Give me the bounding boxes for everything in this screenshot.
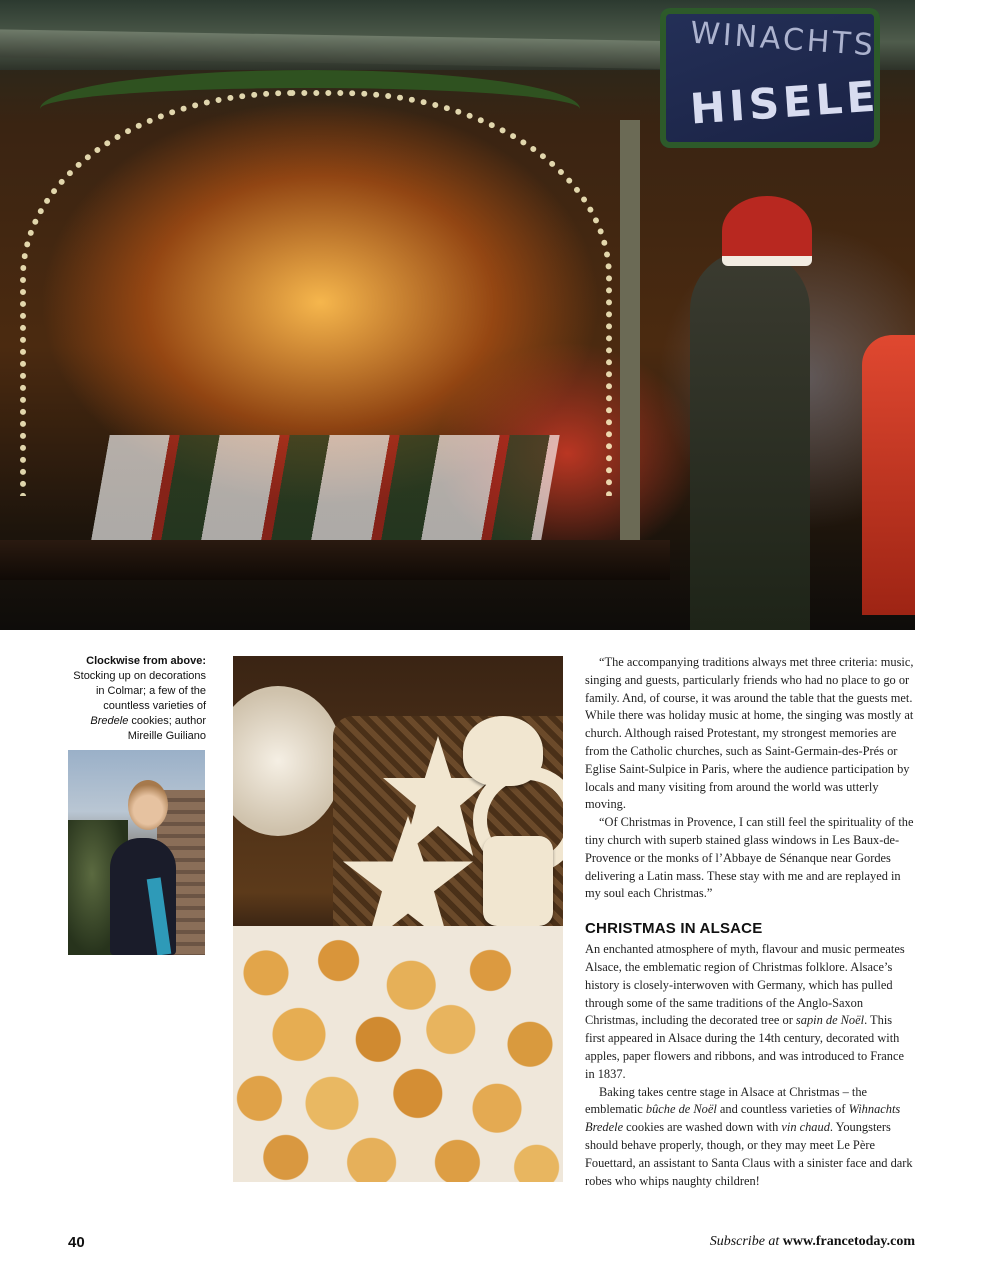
article-paragraph — [585, 941, 915, 1083]
article-paragraph — [585, 1084, 915, 1191]
article-column — [585, 654, 915, 1190]
text-run: . This first appeared in Alsace during the 14th century, decorated with apples, paper flowers and ribbons, and was introduced to France in 1837. — [585, 1013, 904, 1081]
text-run: An enchanted atmosphere of myth, flavour and music permeates Alsace, the emblematic region of Christmas folklore. Alsace’s history is closely-interwoven with Germany, which has pulled through some of the same traditions of the Anglo-Saxon Christmas, including the decorated tree or — [585, 942, 905, 1028]
article-paragraph: “Of Christmas in Provence, I can still feel the spirituality of the tiny church with superb stained glass windows in Les Baux-de-Provence or the monks of l’Abbaye de Sénanque near Gordes delivering a Latin mass. These stay with me and are replayed in my soul each Christmas.” — [585, 815, 914, 901]
text-run-italic: sapin de Noël — [795, 1013, 865, 1028]
red-coat-figure — [862, 335, 915, 615]
section-heading: CHRISTMAS IN ALSACE — [585, 920, 763, 938]
stall-sign-text: HISELE — [688, 71, 881, 134]
photo-caption — [68, 654, 206, 744]
christmas-market-photo — [0, 0, 915, 630]
caption-text-italic: Bredele — [90, 715, 129, 727]
stall-post — [620, 120, 640, 540]
santa-hat — [722, 196, 812, 266]
caption-heading: Clockwise from above: — [86, 655, 206, 667]
article-paragraph: “The accompanying traditions always met three criteria: music, singing and guests, particularly friends who had no place to go or family. And, of course, it was around the table that the guests met. While there was holiday music at home, the singing was mostly at church. Although raised Protestant, my strongest memories are from the Catholic churches, such as Saint-Germain-des-Prés or Eglise Saint-Sulpice in Paris, where the audience participation by locals and many visiting from around the world was utterly moving. — [585, 655, 914, 812]
bredele-cookies-photo — [233, 656, 563, 1182]
shopper-figure — [690, 250, 810, 630]
stall-counter — [0, 540, 670, 580]
text-run: cookies are washed down with — [623, 1120, 782, 1135]
page-number: 40 — [68, 1234, 85, 1251]
footer-subscribe — [710, 1234, 915, 1250]
text-run: . Youngsters should behave properly, though, or they may meet Le Père Fouettard, an assistant to Santa Claus with a sinister face and dark robes who whips naughty children! — [585, 1120, 913, 1188]
text-run-italic: vin chaud — [781, 1120, 830, 1135]
caption-text-1: Stocking up on decorations in Colmar; a few of the countless varieties of — [73, 670, 206, 712]
author-portrait-photo — [68, 750, 205, 955]
subscribe-link[interactable]: www.francetoday.com — [782, 1234, 915, 1249]
square-cookie — [483, 836, 553, 926]
text-run: and countless varieties of — [716, 1102, 849, 1117]
caption-text-2: cookies; author Mireille Guiliano — [127, 715, 206, 742]
golden-cookies — [233, 936, 563, 1182]
stall-sign-text-top: WINACHTS — [689, 15, 877, 64]
subscribe-label: Subscribe at — [709, 1234, 780, 1249]
text-run: Baking takes centre stage in Alsace at Christmas – the emblematic — [585, 1084, 868, 1117]
ornament-boxes — [90, 435, 559, 545]
author-head — [128, 780, 168, 830]
text-run-italic: Wihnachts Bredele — [585, 1102, 901, 1135]
flour-bowl — [233, 686, 343, 836]
text-run-italic: bûche de Noël — [645, 1102, 717, 1117]
